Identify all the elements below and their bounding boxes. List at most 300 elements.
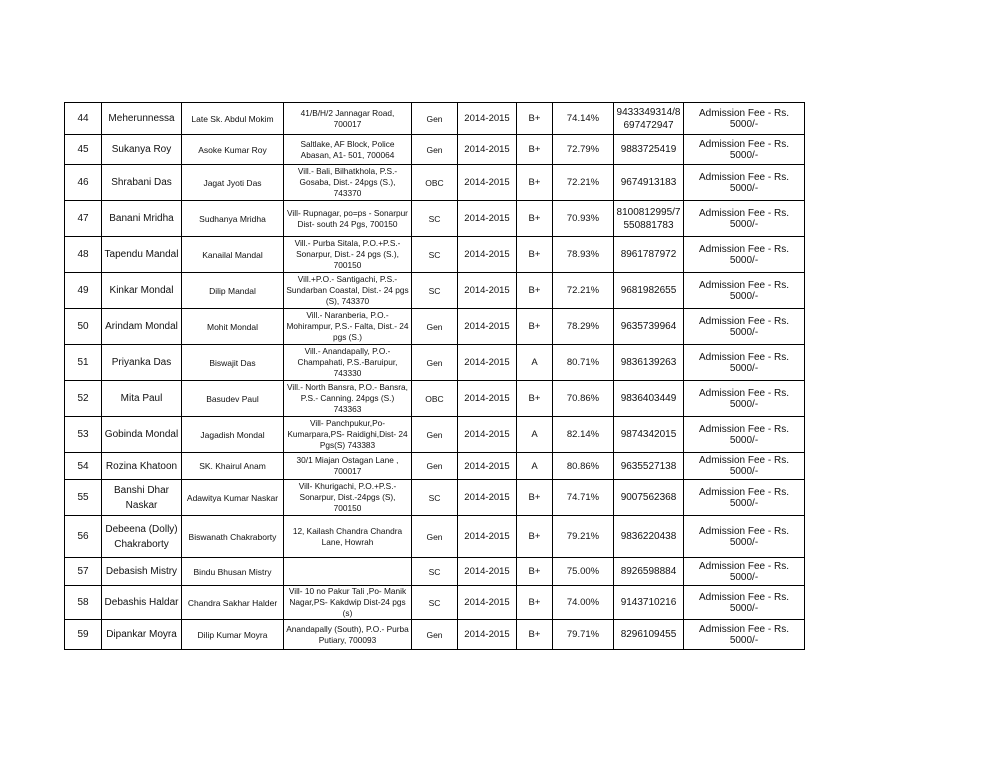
student-name-text: Sukanya Roy xyxy=(111,144,172,155)
address-cell xyxy=(284,201,412,237)
student-name-text: Arindam Mondal xyxy=(105,321,178,332)
grade-text: B+ xyxy=(528,177,541,188)
fee-cell xyxy=(684,237,805,273)
session-text: 2014-2015 xyxy=(464,393,510,404)
grade-cell xyxy=(517,417,553,453)
percentage-cell xyxy=(553,620,614,650)
percentage-text: 72.21% xyxy=(566,285,600,296)
grade-cell xyxy=(517,237,553,273)
category-text: Gen xyxy=(426,461,443,471)
grade-text: A xyxy=(531,357,538,368)
phone-text: 9836220438 xyxy=(620,531,677,542)
student-name-cell xyxy=(102,586,182,620)
fee-text: Admission Fee - Rs. 5000/- xyxy=(698,387,790,410)
fee-cell xyxy=(684,201,805,237)
table-row xyxy=(65,165,805,201)
father-name-text: Basudev Paul xyxy=(206,393,259,404)
category-cell xyxy=(412,381,458,417)
percentage-cell xyxy=(553,586,614,620)
session-cell xyxy=(458,273,517,309)
table-row xyxy=(65,516,805,558)
percentage-cell xyxy=(553,480,614,516)
address-cell xyxy=(284,345,412,381)
percentage-cell xyxy=(553,237,614,273)
phone-cell xyxy=(614,620,684,650)
session-text: 2014-2015 xyxy=(464,249,510,260)
category-cell xyxy=(412,165,458,201)
category-text: SC xyxy=(428,285,441,296)
session-cell xyxy=(458,417,517,453)
serial-number-text: 53 xyxy=(77,429,89,440)
student-name-text: Banshi Dhar Naskar xyxy=(113,484,170,511)
percentage-text: 70.86% xyxy=(566,393,600,404)
serial-number-cell xyxy=(65,201,102,237)
table-row xyxy=(65,453,805,480)
student-name-cell xyxy=(102,309,182,345)
father-name-cell xyxy=(182,516,284,558)
phone-text: 9883725419 xyxy=(620,144,677,155)
phone-text: 8926598884 xyxy=(620,566,677,577)
serial-number-text: 57 xyxy=(77,566,89,577)
phone-cell xyxy=(614,165,684,201)
percentage-text: 72.79% xyxy=(566,144,600,155)
phone-cell xyxy=(614,453,684,480)
grade-text: B+ xyxy=(528,285,541,296)
table-row xyxy=(65,309,805,345)
serial-number-text: 50 xyxy=(77,321,89,332)
table-row xyxy=(65,586,805,620)
fee-text: Admission Fee - Rs. 5000/- xyxy=(698,171,790,194)
fee-text: Admission Fee - Rs. 5000/- xyxy=(698,279,790,302)
serial-number-text: 52 xyxy=(77,393,89,404)
address-text: Saltlake, AF Block, Police Abasan, A1- 501, 700064 xyxy=(300,138,395,160)
grade-text: B+ xyxy=(528,597,541,608)
serial-number-cell xyxy=(65,237,102,273)
address-text: Vill- Rupnagar, po=ps - Sonarpur Dist- south 24 Pgs, 700150 xyxy=(287,207,408,229)
phone-text: 9635527138 xyxy=(620,460,677,472)
address-text: 41/B/H/2 Jannagar Road, 700017 xyxy=(300,107,395,129)
student-name-cell xyxy=(102,165,182,201)
table-row xyxy=(65,273,805,309)
session-cell xyxy=(458,453,517,480)
address-text: Vill.- North Bansra, P.O.- Bansra, P.S.- Canning. 24pgs (S.) 743363 xyxy=(287,382,408,414)
category-text: Gen xyxy=(426,629,443,640)
address-text: Vill.+P.O.- Santigachi, P.S.- Sundarban Coastal, Dist.- 24 pgs (S), 743370 xyxy=(286,274,409,306)
father-name-cell xyxy=(182,586,284,620)
table-row xyxy=(65,345,805,381)
percentage-text: 79.71% xyxy=(566,629,600,640)
fee-cell xyxy=(684,381,805,417)
phone-cell xyxy=(614,558,684,586)
category-cell xyxy=(412,516,458,558)
phone-text: 8100812995/7550881783 xyxy=(616,206,681,231)
address-cell xyxy=(284,453,412,480)
student-name-cell xyxy=(102,620,182,650)
category-text: Gen xyxy=(426,144,443,155)
table-row xyxy=(65,558,805,586)
father-name-text: Asoke Kumar Roy xyxy=(198,144,267,155)
percentage-cell xyxy=(553,135,614,165)
address-cell xyxy=(284,586,412,620)
category-text: Gen xyxy=(426,531,443,542)
table-row xyxy=(65,103,805,135)
fee-cell xyxy=(684,453,805,480)
phone-text: 8961787972 xyxy=(620,249,677,260)
session-cell xyxy=(458,237,517,273)
father-name-text: SK. Khairul Anam xyxy=(199,461,266,471)
father-name-cell xyxy=(182,237,284,273)
address-cell xyxy=(284,620,412,650)
session-cell xyxy=(458,620,517,650)
fee-cell xyxy=(684,135,805,165)
father-name-cell xyxy=(182,165,284,201)
student-name-text: Rozina Khatoon xyxy=(105,460,178,472)
percentage-cell xyxy=(553,345,614,381)
student-name-cell xyxy=(102,201,182,237)
address-cell xyxy=(284,165,412,201)
session-text: 2014-2015 xyxy=(464,321,510,332)
session-cell xyxy=(458,165,517,201)
percentage-cell xyxy=(553,417,614,453)
address-text: Vill.- Bali, Bilhatkhola, P.S.- Gosaba, Dist.- 24pgs (S.), 743370 xyxy=(297,166,398,198)
category-cell xyxy=(412,273,458,309)
phone-cell xyxy=(614,480,684,516)
session-cell xyxy=(458,345,517,381)
phone-cell xyxy=(614,135,684,165)
fee-text: Admission Fee - Rs. 5000/- xyxy=(698,525,790,548)
address-cell xyxy=(284,558,412,586)
grade-text: B+ xyxy=(528,393,541,404)
table-row xyxy=(65,620,805,650)
percentage-cell xyxy=(553,201,614,237)
session-text: 2014-2015 xyxy=(464,566,510,577)
father-name-text: Bindu Bhusan Mistry xyxy=(193,566,272,577)
session-text: 2014-2015 xyxy=(464,285,510,296)
student-name-cell xyxy=(102,480,182,516)
grade-cell xyxy=(517,381,553,417)
address-cell xyxy=(284,516,412,558)
phone-cell xyxy=(614,201,684,237)
category-cell xyxy=(412,558,458,586)
grade-cell xyxy=(517,135,553,165)
fee-text: Admission Fee - Rs. 5000/- xyxy=(698,351,790,374)
address-text: Vill.- Naranberia, P.O.- Mohirampur, P.S.- Falta, Dist.- 24 pgs (S.) xyxy=(286,310,409,342)
category-cell xyxy=(412,453,458,480)
phone-text: 8296109455 xyxy=(620,629,677,640)
student-name-cell xyxy=(102,558,182,586)
category-text: Gen xyxy=(426,113,443,124)
fee-cell xyxy=(684,103,805,135)
fee-cell xyxy=(684,273,805,309)
fee-text: Admission Fee - Rs. 5000/- xyxy=(698,138,790,161)
father-name-text: Sudhanya Mridha xyxy=(199,213,266,224)
category-text: Gen xyxy=(426,357,443,368)
student-name-cell xyxy=(102,417,182,453)
fee-text: Admission Fee - Rs. 5000/- xyxy=(698,591,790,614)
grade-cell xyxy=(517,103,553,135)
percentage-text: 74.71% xyxy=(566,492,600,503)
father-name-text: Chandra Sakhar Halder xyxy=(187,597,278,608)
fee-text: Admission Fee - Rs. 5000/- xyxy=(698,107,790,130)
percentage-text: 72.21% xyxy=(566,177,600,188)
phone-cell xyxy=(614,273,684,309)
father-name-text: Kanailal Mandal xyxy=(202,249,263,260)
student-name-cell xyxy=(102,381,182,417)
father-name-text: Jagat Jyoti Das xyxy=(203,177,262,188)
student-name-text: Shrabani Das xyxy=(111,177,172,188)
student-name-cell xyxy=(102,516,182,558)
category-cell xyxy=(412,237,458,273)
serial-number-text: 55 xyxy=(77,492,89,503)
student-name-text: Meherunnessa xyxy=(108,113,175,124)
category-cell xyxy=(412,480,458,516)
student-name-text: Mita Paul xyxy=(120,393,163,404)
category-text: OBC xyxy=(425,393,444,404)
student-name-text: Debashis Haldar xyxy=(104,597,179,608)
serial-number-text: 56 xyxy=(77,531,89,542)
student-name-text: Tapendu Mandal xyxy=(104,249,179,260)
grade-text: B+ xyxy=(528,531,541,542)
category-cell xyxy=(412,135,458,165)
father-name-cell xyxy=(182,453,284,480)
fee-cell xyxy=(684,586,805,620)
category-cell xyxy=(412,309,458,345)
fee-text: Admission Fee - Rs. 5000/- xyxy=(698,423,790,446)
table-body xyxy=(65,103,805,650)
address-cell xyxy=(284,309,412,345)
percentage-cell xyxy=(553,165,614,201)
phone-text: 9836403449 xyxy=(620,393,677,404)
father-name-cell xyxy=(182,381,284,417)
grade-cell xyxy=(517,201,553,237)
student-name-text: Banani Mridha xyxy=(109,213,174,224)
session-text: 2014-2015 xyxy=(464,429,510,440)
student-name-cell xyxy=(102,135,182,165)
serial-number-text: 48 xyxy=(77,249,89,260)
address-text: Vill.- Anandapally, P.O.- Champahati, P.S.-Baruipur, 743330 xyxy=(297,346,398,378)
fee-text: Admission Fee - Rs. 5000/- xyxy=(698,455,790,477)
student-name-text: Kinkar Mondal xyxy=(109,285,174,296)
table-row xyxy=(65,381,805,417)
phone-cell xyxy=(614,103,684,135)
category-cell xyxy=(412,201,458,237)
table-row xyxy=(65,417,805,453)
serial-number-cell xyxy=(65,558,102,586)
student-name-text: Dipankar Moyra xyxy=(106,629,177,640)
father-name-text: Late Sk. Abdul Mokim xyxy=(191,113,274,124)
father-name-cell xyxy=(182,620,284,650)
address-cell xyxy=(284,273,412,309)
phone-text: 9143710216 xyxy=(620,597,677,608)
percentage-text: 74.00% xyxy=(566,597,600,608)
serial-number-text: 47 xyxy=(77,213,89,224)
session-text: 2014-2015 xyxy=(464,177,510,188)
father-name-cell xyxy=(182,480,284,516)
serial-number-text: 58 xyxy=(77,597,89,608)
address-cell xyxy=(284,237,412,273)
session-cell xyxy=(458,558,517,586)
student-name-cell xyxy=(102,273,182,309)
address-text: 30/1 Miajan Ostagan Lane , 700017 xyxy=(296,455,399,476)
father-name-text: Dilip Kumar Moyra xyxy=(197,629,268,640)
phone-text: 9635739964 xyxy=(620,321,677,332)
phone-cell xyxy=(614,309,684,345)
session-text: 2014-2015 xyxy=(464,629,510,640)
session-text: 2014-2015 xyxy=(464,492,510,503)
session-text: 2014-2015 xyxy=(464,597,510,608)
fee-cell xyxy=(684,345,805,381)
grade-text: B+ xyxy=(528,249,541,260)
fee-cell xyxy=(684,417,805,453)
session-cell xyxy=(458,309,517,345)
father-name-text: Dilip Mandal xyxy=(209,285,256,296)
grade-text: B+ xyxy=(528,213,541,224)
category-text: OBC xyxy=(425,177,444,188)
category-cell xyxy=(412,345,458,381)
serial-number-text: 49 xyxy=(77,285,89,296)
serial-number-cell xyxy=(65,165,102,201)
category-text: Gen xyxy=(426,429,443,440)
percentage-cell xyxy=(553,273,614,309)
serial-number-text: 45 xyxy=(77,144,89,155)
fee-cell xyxy=(684,620,805,650)
session-cell xyxy=(458,381,517,417)
percentage-text: 74.14% xyxy=(566,113,600,124)
father-name-text: Jagadish Mondal xyxy=(200,429,265,440)
grade-cell xyxy=(517,273,553,309)
admission-table xyxy=(64,102,805,650)
category-text: SC xyxy=(428,249,441,260)
student-name-text: Priyanka Das xyxy=(111,357,172,368)
category-cell xyxy=(412,417,458,453)
table-row xyxy=(65,201,805,237)
serial-number-cell xyxy=(65,381,102,417)
address-cell xyxy=(284,417,412,453)
percentage-text: 70.93% xyxy=(566,213,600,224)
serial-number-cell xyxy=(65,620,102,650)
address-text: Anandapally (South), P.O.- Purba Putiary, 700093 xyxy=(286,623,409,645)
serial-number-text: 44 xyxy=(77,113,89,124)
father-name-cell xyxy=(182,103,284,135)
phone-cell xyxy=(614,345,684,381)
session-text: 2014-2015 xyxy=(464,213,510,224)
phone-cell xyxy=(614,237,684,273)
student-name-cell xyxy=(102,345,182,381)
address-cell xyxy=(284,103,412,135)
fee-text: Admission Fee - Rs. 5000/- xyxy=(698,623,790,646)
session-cell xyxy=(458,516,517,558)
phone-text: 9836139263 xyxy=(620,357,677,368)
session-text: 2014-2015 xyxy=(464,357,510,368)
serial-number-cell xyxy=(65,417,102,453)
fee-cell xyxy=(684,165,805,201)
grade-text: B+ xyxy=(528,144,541,155)
student-name-text: Gobinda Mondal xyxy=(104,429,179,440)
percentage-cell xyxy=(553,516,614,558)
father-name-cell xyxy=(182,201,284,237)
category-text: Gen xyxy=(426,321,443,332)
grade-text: B+ xyxy=(528,629,541,640)
fee-text: Admission Fee - Rs. 5000/- xyxy=(698,207,790,230)
father-name-cell xyxy=(182,273,284,309)
serial-number-cell xyxy=(65,480,102,516)
serial-number-cell xyxy=(65,586,102,620)
serial-number-cell xyxy=(65,516,102,558)
percentage-cell xyxy=(553,453,614,480)
fee-text: Admission Fee - Rs. 5000/- xyxy=(698,560,790,583)
grade-text: B+ xyxy=(528,492,541,503)
serial-number-cell xyxy=(65,345,102,381)
session-text: 2014-2015 xyxy=(464,144,510,155)
serial-number-cell xyxy=(65,309,102,345)
session-text: 2014-2015 xyxy=(464,531,510,542)
grade-cell xyxy=(517,516,553,558)
father-name-text: Mohit Mondal xyxy=(206,321,259,332)
address-text: Vill.- Purba Sitala, P.O.+P.S.- Sonarpur, Dist.- 24 pgs (S.), 700150 xyxy=(294,238,401,270)
percentage-text: 82.14% xyxy=(566,429,600,440)
session-cell xyxy=(458,201,517,237)
percentage-cell xyxy=(553,381,614,417)
address-cell xyxy=(284,135,412,165)
percentage-cell xyxy=(553,309,614,345)
phone-text: 9674913183 xyxy=(620,177,677,188)
session-cell xyxy=(458,586,517,620)
grade-cell xyxy=(517,480,553,516)
serial-number-cell xyxy=(65,135,102,165)
fee-text: Admission Fee - Rs. 5000/- xyxy=(698,315,790,338)
father-name-cell xyxy=(182,558,284,586)
session-text: 2014-2015 xyxy=(464,113,510,124)
grade-cell xyxy=(517,453,553,480)
address-text: Vill- Khurigachi, P.O.+P.S.- Sonarpur, Dist.-24pgs (S), 700150 xyxy=(298,481,397,513)
student-name-cell xyxy=(102,103,182,135)
percentage-text: 79.21% xyxy=(566,531,600,542)
category-cell xyxy=(412,103,458,135)
serial-number-text: 46 xyxy=(77,177,89,188)
serial-number-text: 59 xyxy=(77,629,89,640)
address-cell xyxy=(284,381,412,417)
category-text: SC xyxy=(428,492,441,503)
grade-text: A xyxy=(531,460,538,472)
grade-text: B+ xyxy=(528,321,541,332)
grade-text: B+ xyxy=(528,566,541,577)
category-cell xyxy=(412,620,458,650)
percentage-cell xyxy=(553,558,614,586)
percentage-cell xyxy=(553,103,614,135)
percentage-text: 80.86% xyxy=(566,460,600,472)
grade-cell xyxy=(517,345,553,381)
address-text: 12, Kailash Chandra Chandra Lane, Howrah xyxy=(292,525,403,547)
father-name-text: Biswanath Chakraborty xyxy=(188,531,277,542)
session-cell xyxy=(458,480,517,516)
grade-cell xyxy=(517,620,553,650)
fee-text: Admission Fee - Rs. 5000/- xyxy=(698,486,790,509)
percentage-text: 78.93% xyxy=(566,249,600,260)
address-cell xyxy=(284,480,412,516)
phone-text: 9433349314/8697472947 xyxy=(616,106,681,131)
session-cell xyxy=(458,103,517,135)
table-row xyxy=(65,237,805,273)
phone-cell xyxy=(614,586,684,620)
session-cell xyxy=(458,135,517,165)
phone-cell xyxy=(614,417,684,453)
phone-text: 9007562368 xyxy=(620,492,677,503)
category-cell xyxy=(412,586,458,620)
father-name-cell xyxy=(182,345,284,381)
father-name-cell xyxy=(182,309,284,345)
grade-cell xyxy=(517,165,553,201)
father-name-text: Adawitya Kumar Naskar xyxy=(186,492,279,503)
